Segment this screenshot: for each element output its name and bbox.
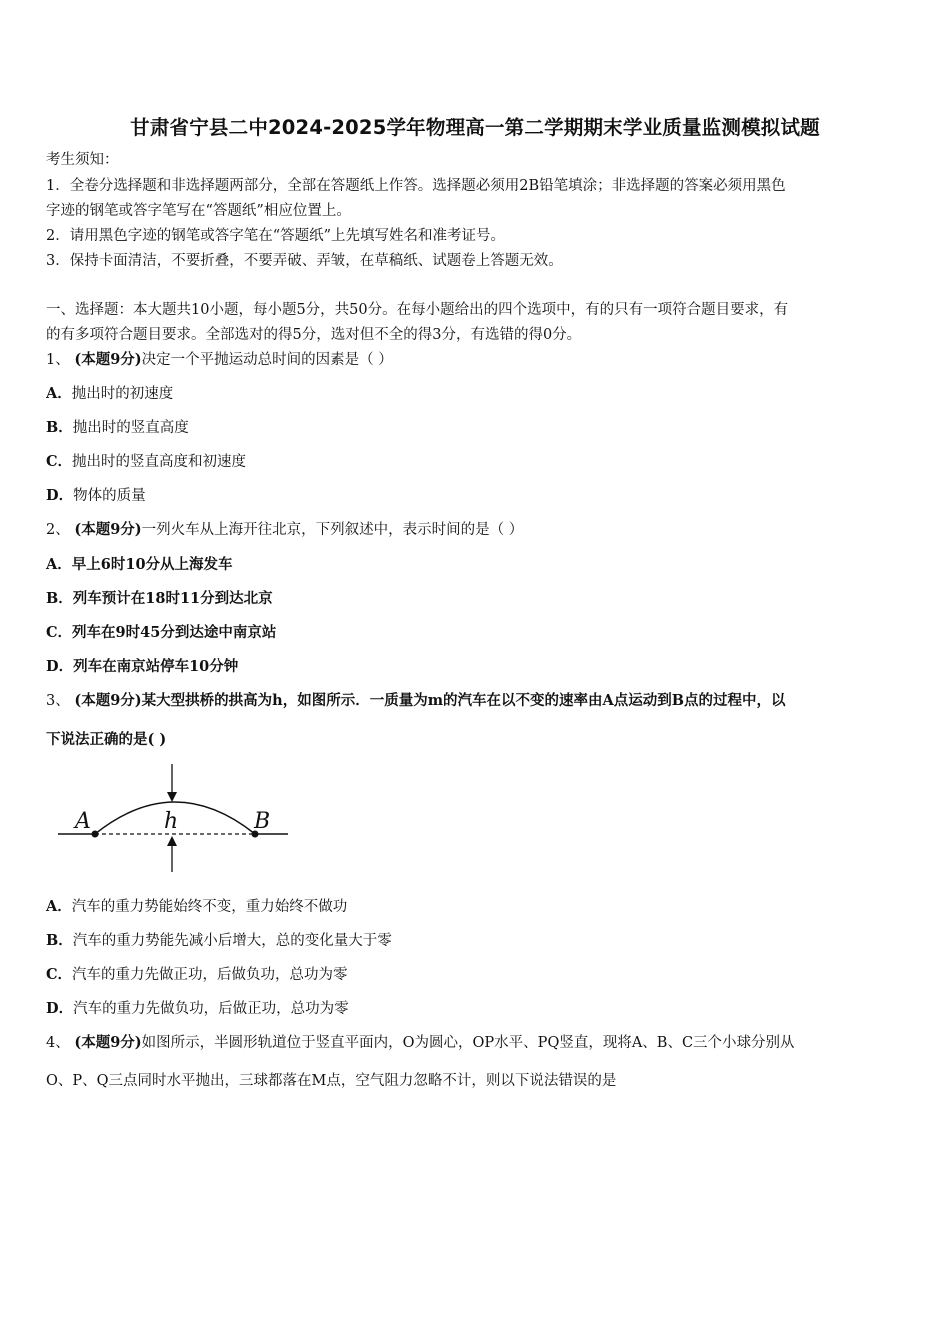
option-a[interactable] — [46, 555, 908, 575]
option-text: 列车预计在18时11分到达北京 — [72, 590, 273, 607]
option-text: 列车在南京站停车10分钟 — [73, 658, 239, 675]
option-text: 抛出时的竖直高度和初速度 — [72, 454, 247, 470]
question-text: 一列火车从上海开往北京，下列叙述中，表示时间的是（ ） — [141, 522, 524, 538]
question-text: 某大型拱桥的拱高为h，如图所示．一质量为m的汽车在以不变的速率由A点运动到B点的过程中，以 — [141, 692, 786, 709]
option-text: 汽车的重力先做负功，后做正功，总功为零 — [73, 1001, 349, 1017]
page-title: 甘肃省宁县二中2024-2025学年物理高一第二学期期末学业质量监测模拟试题 — [130, 116, 820, 139]
option-b[interactable] — [46, 418, 908, 438]
option-letter: D． — [46, 658, 74, 675]
option-letter: C． — [46, 966, 73, 983]
question-tag: (本题9分) — [74, 521, 142, 538]
option-letter: B． — [46, 932, 73, 949]
option-a[interactable] — [46, 897, 908, 917]
option-letter: A． — [46, 385, 72, 402]
option-text: 抛出时的竖直高度 — [72, 420, 189, 436]
down-arrow-icon — [167, 792, 177, 802]
question-number: 4、 — [46, 1035, 70, 1051]
option-d[interactable] — [46, 486, 908, 506]
arch-bridge-diagram — [50, 758, 300, 878]
option-text: 物体的质量 — [73, 488, 146, 504]
option-text: 汽车的重力先做正功，后做负功，总功为零 — [72, 967, 348, 983]
question-3-stem — [46, 691, 908, 711]
option-text: 列车在9时45分到达途中南京站 — [72, 624, 277, 641]
option-c[interactable] — [46, 965, 908, 985]
option-letter: B． — [46, 590, 73, 607]
question-tag: (本题9分) — [74, 692, 142, 709]
question-text: 决定一个平抛运动总时间的因素是（ ） — [141, 352, 393, 368]
question-text: 如图所示，半圆形轨道位于竖直平面内，O为圆心，OP水平、PQ竖直，现将A、B、C三个小球分别从 — [141, 1035, 795, 1051]
label-a: A — [75, 809, 91, 834]
section-intro-line: 一、选择题：本大题共10小题，每小题5分，共50分。在每小题给出的四个选项中，有的只有一项符合题目要求，有 — [46, 302, 789, 318]
option-letter: C． — [46, 453, 73, 470]
question-number: 2、 — [46, 522, 70, 538]
question-1-stem — [46, 350, 908, 370]
option-a[interactable] — [46, 384, 908, 404]
option-letter: A． — [46, 898, 72, 915]
option-c[interactable] — [46, 623, 908, 643]
option-d[interactable] — [46, 657, 908, 677]
notice-heading: 考生须知： — [46, 152, 119, 168]
question-number: 1、 — [46, 352, 70, 368]
option-letter: D． — [46, 487, 74, 504]
question-tag: (本题9分) — [74, 1034, 142, 1051]
notice-item: 3．保持卡面清洁，不要折叠，不要弄破、弄皱，在草稿纸、试题卷上答题无效。 — [46, 253, 563, 269]
notice-item: 字迹的钢笔或答字笔写在“答题纸”相应位置上。 — [46, 203, 351, 219]
option-letter: D． — [46, 1000, 74, 1017]
option-text: 抛出时的初速度 — [71, 386, 174, 402]
question-2-stem — [46, 520, 908, 540]
option-b[interactable] — [46, 589, 908, 609]
option-text: 早上6时10分从上海发车 — [71, 556, 233, 573]
option-text: 汽车的重力势能始终不变，重力始终不做功 — [71, 899, 348, 915]
label-b: B — [254, 809, 271, 834]
notice-item: 2．请用黑色字迹的钢笔或答字笔在“答题纸”上先填写姓名和准考证号。 — [46, 228, 506, 244]
question-4-stem-cont: O、P、Q三点同时水平抛出，三球都落在M点，空气阻力忽略不计，则以下说法错误的是 — [46, 1073, 617, 1089]
option-text: 汽车的重力势能先减小后增大，总的变化量大于零 — [72, 933, 392, 949]
up-arrow-icon — [167, 836, 177, 846]
option-letter: C． — [46, 624, 73, 641]
option-letter: B． — [46, 419, 73, 436]
section-intro-line: 的有多项符合题目要求。全部选对的得5分，选对但不全的得3分，有选错的得0分。 — [46, 327, 582, 343]
option-b[interactable] — [46, 931, 908, 951]
question-number: 3、 — [46, 693, 70, 709]
point-a-dot — [92, 831, 99, 838]
question-tag: (本题9分) — [74, 351, 142, 368]
notice-item: 1．全卷分选择题和非选择题两部分，全部在答题纸上作答。选择题必须用2B铅笔填涂；非选择题的答案必须用黑色 — [46, 178, 786, 194]
question-3-stem-cont: 下说法正确的是( ) — [46, 731, 167, 748]
question-4-stem — [46, 1033, 908, 1053]
option-c[interactable] — [46, 452, 908, 472]
label-h: h — [164, 809, 179, 834]
option-d[interactable] — [46, 999, 908, 1019]
option-letter: A． — [46, 556, 72, 573]
